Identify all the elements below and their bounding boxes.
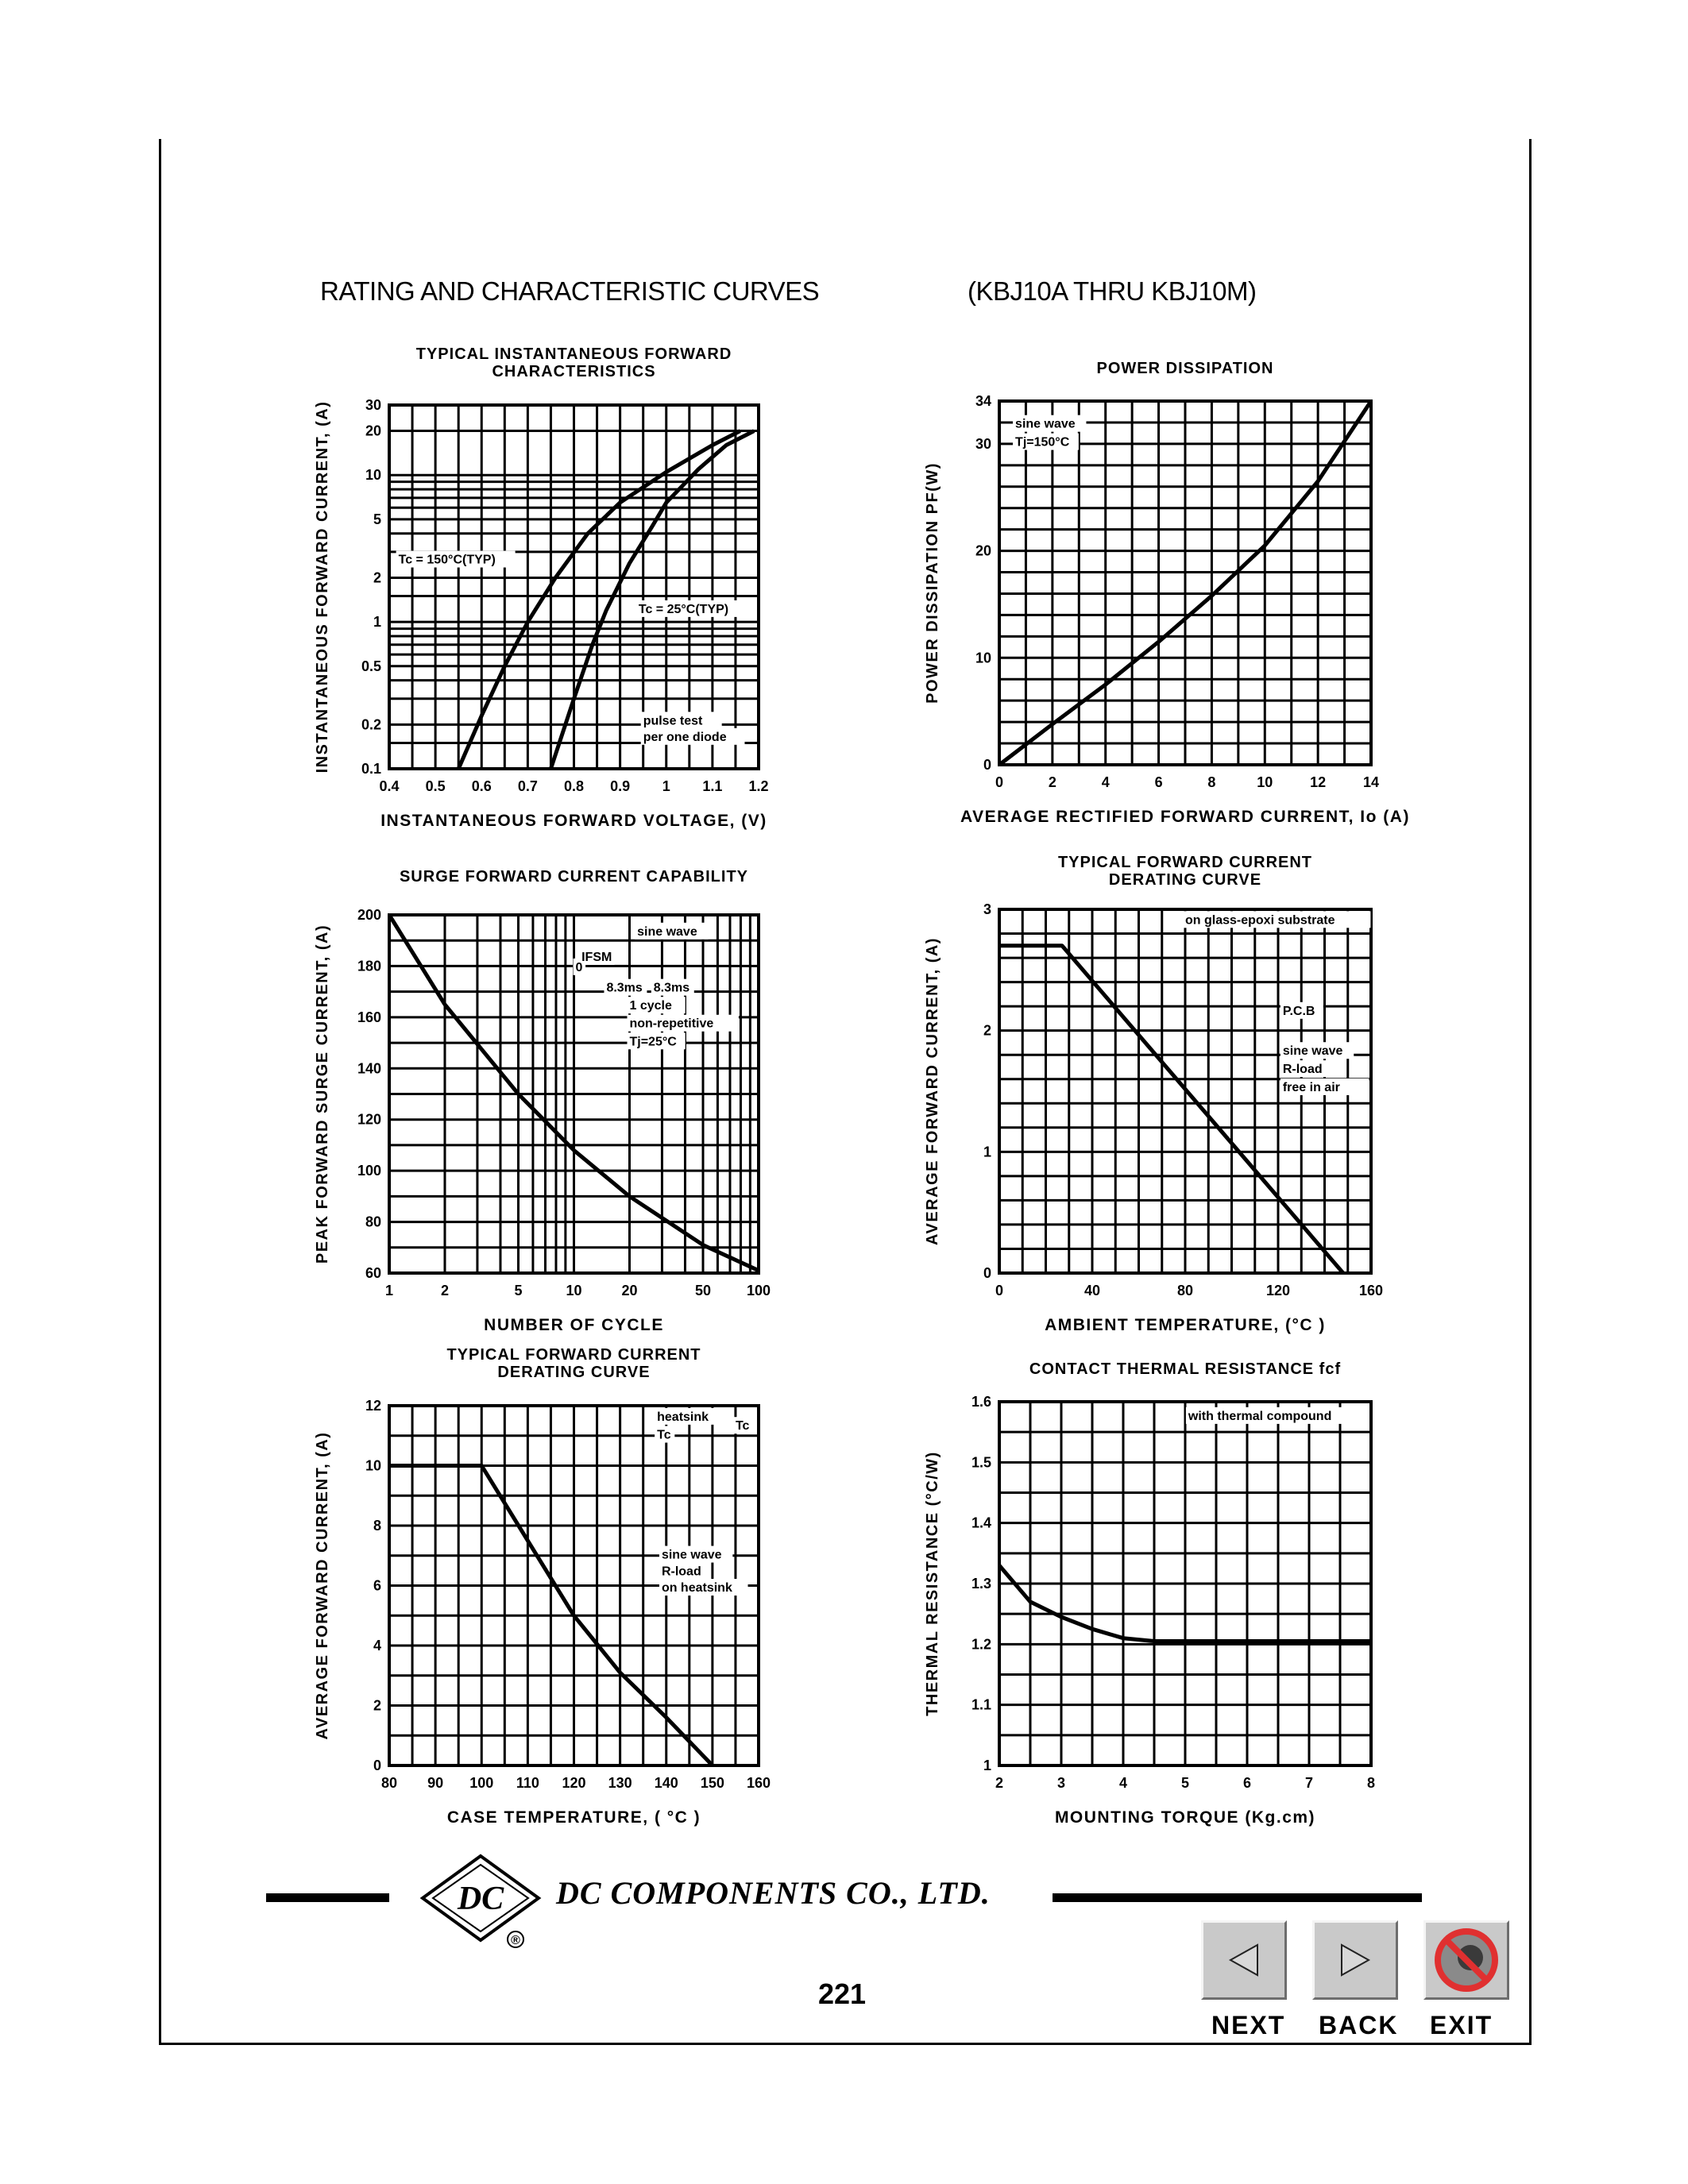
x-tick-label: 160 (1358, 1283, 1384, 1298)
x-tick-label: 2 (995, 1775, 1004, 1791)
x-tick-label: 5 (514, 1283, 523, 1298)
y-tick-label: 6 (373, 1577, 381, 1594)
company-logo (417, 1852, 544, 1951)
annotation-label: IFSM (581, 950, 612, 964)
annotation-label: Tc = 150°C(TYP) (398, 553, 496, 567)
x-tick-label: 80 (380, 1775, 398, 1791)
y-tick-label: 1.5 (971, 1454, 991, 1471)
x-tick-label: 1.2 (748, 778, 769, 794)
annotation-label: 1 cycle (629, 999, 672, 1013)
y-tick-label: 3 (983, 901, 991, 917)
x-axis-label: INSTANTANEOUS FORWARD VOLTAGE, (V) (380, 812, 767, 830)
footer-rule-right (1053, 1893, 1422, 1902)
x-tick-label: 2 (440, 1283, 449, 1298)
x-tick-label: 8 (1207, 774, 1216, 790)
y-tick-label: 10 (365, 1457, 381, 1474)
annotation-label: per one diode (643, 730, 727, 744)
x-tick-label: 0 (995, 774, 1004, 790)
page-number: 221 (818, 1978, 867, 2010)
y-tick-label: 8 (373, 1518, 381, 1534)
x-tick-label: 10 (566, 1283, 582, 1298)
x-tick-label: 100 (469, 1775, 494, 1791)
x-tick-label: 0.7 (517, 778, 538, 794)
annotation-label: R-load (661, 1565, 701, 1579)
y-tick-label: 30 (975, 435, 991, 452)
chart-title: POWER DISSIPATION (1096, 360, 1274, 377)
y-tick-label: 0 (373, 1758, 381, 1773)
y-axis-label: POWER DISSIPATION PF(W) (924, 462, 941, 704)
chart-title: DERATING CURVE (497, 1364, 651, 1381)
annotation-label: Tj=150°C (1015, 435, 1070, 450)
chart-title: TYPICAL FORWARD CURRENT (446, 1346, 701, 1364)
annotation-label: on glass-epoxi substrate (1185, 913, 1335, 928)
y-axis-label: AVERAGE FORWARD CURRENT, (A) (924, 937, 941, 1245)
x-tick-label: 3 (1056, 1775, 1066, 1791)
ambient-derating-chart (906, 850, 1414, 1334)
x-tick-label: 80 (1176, 1283, 1194, 1298)
registered-mark: ® (511, 1934, 520, 1947)
annotation-label: Tc (735, 1419, 750, 1433)
x-tick-label: 4 (1118, 1775, 1128, 1791)
x-tick-label: 6 (1154, 774, 1163, 790)
y-tick-label: 0 (983, 757, 991, 773)
page-frame-right (1529, 139, 1532, 2045)
forward-characteristics-chart (302, 341, 778, 834)
annotation-label: sine wave (1015, 417, 1076, 431)
logo-lettering: DC (457, 1881, 504, 1917)
x-tick-label: 100 (746, 1283, 771, 1298)
x-tick-label: 160 (746, 1775, 771, 1791)
chart-title: SURGE FORWARD CURRENT CAPABILITY (399, 868, 749, 886)
x-tick-label: 6 (1242, 1775, 1252, 1791)
x-tick-label: 10 (1257, 774, 1273, 790)
y-tick-label: 80 (365, 1214, 381, 1230)
y-tick-label: 60 (365, 1265, 381, 1281)
annotation-label: pulse test (643, 714, 703, 728)
x-axis-label: NUMBER OF CYCLE (484, 1316, 664, 1334)
annotation-label: Tc (657, 1428, 671, 1442)
x-axis-label: CASE TEMPERATURE, ( °C ) (446, 1808, 701, 1827)
y-tick-label: 1.1 (971, 1696, 991, 1713)
y-axis-label: INSTANTANEOUS FORWARD CURRENT, (A) (314, 400, 331, 774)
x-axis-label: MOUNTING TORQUE (Kg.cm) (1054, 1808, 1316, 1827)
company-name: DC COMPONENTS CO., LTD. (556, 1875, 991, 1911)
y-axis-label: PEAK FORWARD SURGE CURRENT, (A) (314, 924, 331, 1264)
annotation-label: sine wave (661, 1548, 722, 1562)
x-tick-label: 0.6 (471, 778, 492, 794)
y-tick-label: 12 (365, 1398, 381, 1414)
power-dissipation-chart (906, 341, 1414, 834)
annotation-label: 8.3ms (653, 981, 690, 995)
back-button[interactable] (1312, 1920, 1398, 2000)
y-axis-label: THERMAL RESISTANCE (°C/W) (924, 1451, 941, 1716)
x-tick-label: 7 (1304, 1775, 1314, 1791)
chart-title: TYPICAL INSTANTANEOUS FORWARD (415, 345, 732, 363)
annotation-label: sine wave (637, 924, 697, 939)
x-tick-label: 5 (1180, 1775, 1190, 1791)
y-tick-label: 100 (357, 1163, 381, 1179)
y-tick-label: 4 (373, 1638, 381, 1653)
annotation-label: with thermal compound (1188, 1409, 1332, 1423)
x-tick-label: 0.4 (379, 778, 400, 794)
y-tick-label: 1.6 (971, 1394, 991, 1410)
case-derating-chart (302, 1342, 778, 1827)
y-tick-label: 2 (983, 1022, 991, 1039)
surge-current-chart (302, 850, 778, 1334)
y-tick-label: 1.4 (971, 1515, 991, 1531)
x-tick-label: 50 (694, 1283, 712, 1298)
annotation-label: on heatsink (661, 1581, 732, 1596)
x-tick-label: 110 (516, 1775, 539, 1791)
annotation-label: free in air (1282, 1081, 1340, 1094)
x-tick-label: 150 (700, 1775, 724, 1791)
y-tick-label: 1 (983, 1758, 991, 1773)
x-tick-label: 20 (621, 1283, 638, 1298)
left-triangle-icon (1203, 1923, 1284, 1997)
x-tick-label: 140 (654, 1775, 678, 1791)
thermal-resistance-chart (906, 1342, 1414, 1827)
y-tick-label: 140 (357, 1060, 381, 1077)
y-tick-label: 0.2 (361, 716, 381, 733)
no-entry-icon (1426, 1923, 1507, 1997)
x-axis-label: AMBIENT TEMPERATURE, (°C ) (1045, 1316, 1326, 1334)
annotation-label: P.C.B (1282, 1004, 1315, 1018)
x-tick-label: 0.9 (610, 778, 631, 794)
x-tick-label: 2 (1048, 774, 1056, 790)
x-tick-label: 120 (1265, 1283, 1291, 1298)
x-tick-label: 12 (1310, 774, 1327, 790)
annotation-label: 8.3ms (606, 981, 643, 995)
annotation-label: R-load (1282, 1063, 1323, 1077)
y-tick-label: 34 (975, 393, 991, 409)
annotation-label: Tc = 25°C(TYP) (638, 602, 729, 616)
annotation-label: non-repetitive (629, 1017, 714, 1031)
y-tick-label: 1 (373, 614, 381, 631)
footer-rule-left (266, 1893, 389, 1902)
chart-title: DERATING CURVE (1108, 871, 1262, 889)
y-tick-label: 160 (357, 1009, 381, 1025)
exit-label: EXIT (1430, 2011, 1493, 2039)
y-tick-label: 1 (983, 1144, 991, 1160)
x-tick-label: 0 (995, 1283, 1004, 1298)
y-tick-label: 2 (373, 569, 381, 586)
page-title: RATING AND CHARACTERISTIC CURVES (320, 276, 820, 306)
chart-title: CHARACTERISTICS (492, 363, 656, 380)
x-tick-label: 130 (608, 1775, 632, 1791)
right-triangle-icon (1315, 1923, 1396, 1997)
x-tick-label: 4 (1101, 774, 1110, 790)
y-tick-label: 1.2 (971, 1636, 991, 1653)
x-tick-label: 0.8 (563, 778, 585, 794)
y-tick-label: 0 (983, 1265, 991, 1281)
next-label: NEXT (1211, 2011, 1286, 2039)
exit-button[interactable] (1423, 1920, 1509, 2000)
annotation-label: Tj=25°C (629, 1035, 677, 1049)
back-label: BACK (1319, 2011, 1399, 2039)
y-tick-label: 2 (373, 1697, 381, 1714)
chart-title: TYPICAL FORWARD CURRENT (1057, 854, 1313, 871)
x-tick-label: 1.1 (702, 778, 723, 794)
part-range-title: (KBJ10A THRU KBJ10M) (968, 276, 1257, 306)
y-tick-label: 5 (373, 511, 381, 527)
x-tick-label: 1 (662, 778, 670, 794)
annotation-label: 0 (575, 960, 583, 974)
x-tick-label: 14 (1362, 774, 1380, 790)
y-tick-label: 10 (365, 467, 381, 484)
y-tick-label: 20 (365, 423, 381, 439)
y-tick-label: 180 (357, 958, 381, 974)
y-tick-label: 10 (975, 650, 991, 666)
chart-title: CONTACT THERMAL RESISTANCE fcf (1029, 1360, 1342, 1378)
page-frame-left (159, 139, 161, 2045)
y-tick-label: 30 (365, 397, 381, 413)
x-tick-label: 40 (1083, 1283, 1101, 1298)
y-tick-label: 20 (975, 542, 991, 559)
y-axis-label: AVERAGE FORWARD CURRENT, (A) (314, 1431, 331, 1740)
x-tick-label: 8 (1366, 1775, 1376, 1791)
annotation-label: sine wave (1282, 1044, 1343, 1059)
y-tick-label: 200 (357, 907, 381, 923)
x-tick-label: 0.5 (425, 778, 446, 794)
x-axis-label: AVERAGE RECTIFIED FORWARD CURRENT, Io (A) (960, 808, 1410, 826)
x-tick-label: 1 (384, 1283, 394, 1298)
page-frame-bottom (159, 2043, 1532, 2045)
x-tick-label: 120 (562, 1775, 586, 1791)
y-tick-label: 1.3 (971, 1576, 991, 1592)
next-button[interactable] (1201, 1920, 1287, 2000)
y-tick-label: 0.1 (361, 761, 381, 777)
x-tick-label: 90 (427, 1775, 444, 1791)
y-tick-label: 0.5 (361, 658, 381, 674)
annotation-label: heatsink (657, 1410, 709, 1424)
y-tick-label: 120 (357, 1111, 381, 1128)
